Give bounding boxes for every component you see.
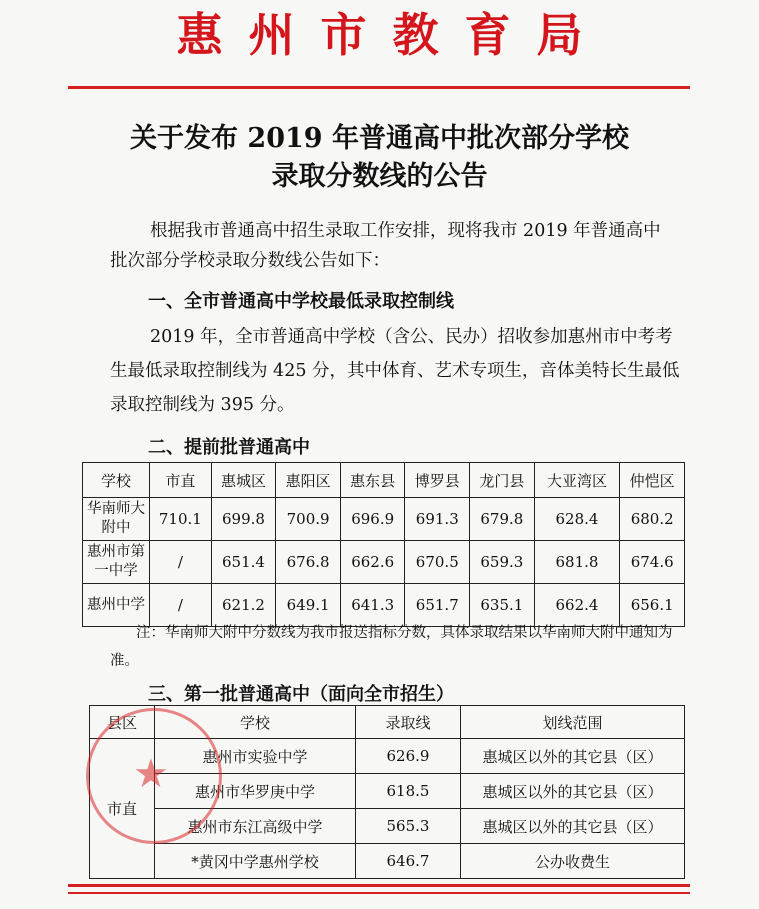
school-cell: 惠州市实验中学	[155, 739, 356, 774]
score-cell: 710.1	[150, 498, 212, 541]
score-cell: 621.2	[211, 584, 276, 627]
column-header: 录取线	[356, 706, 461, 739]
county-cell: 市直	[90, 739, 155, 879]
school-cell: 惠州市第一中学	[83, 541, 150, 584]
score-cell: 681.8	[534, 541, 620, 584]
score-cell: 635.1	[470, 584, 535, 627]
school-cell: 华南师大附中	[83, 498, 150, 541]
school-cell: 惠州市东江高级中学	[155, 809, 356, 844]
score-cell: 676.8	[276, 541, 341, 584]
score-cell: /	[150, 541, 212, 584]
score-cell: 656.1	[620, 584, 685, 627]
table-row	[90, 844, 685, 879]
section1-body: 2019 年，全市普通高中学校（含公、民办）招收参加惠州市中考考生最低录取控制线为 425 分，其中体育、艺术专项生，音体美特长生最低录取控制线为 395 分。	[110, 327, 680, 415]
table-row	[83, 498, 685, 541]
score-cell: 674.6	[620, 541, 685, 584]
school-cell: 惠州市华罗庚中学	[155, 774, 356, 809]
notice-title-line2: 录取分数线的公告	[271, 161, 488, 192]
footer-rule	[68, 892, 690, 894]
table-note: 注：华南师大附中分数线为我市报送指标分数，具体录取结果以华南师大附中通知为准。	[110, 625, 673, 669]
column-header: 县区	[90, 706, 155, 739]
range-cell: 惠城区以外的其它县（区）	[461, 739, 685, 774]
intro-paragraph: 根据我市普通高中招生录取工作安排，现将我市 2019 年普通高中批次部分学校录取分数线公告如下：	[110, 221, 661, 271]
score-cell: 700.9	[276, 498, 341, 541]
score-cell: /	[150, 584, 212, 627]
column-header: 博罗县	[405, 463, 470, 498]
table-header-row	[83, 463, 685, 498]
section3-heading: 三、第一批普通高中（面向全市招生）	[148, 684, 454, 705]
column-header: 学校	[155, 706, 356, 739]
score-cell: 670.5	[405, 541, 470, 584]
column-header: 仲恺区	[620, 463, 685, 498]
score-cell: 646.7	[356, 844, 461, 879]
table-row	[90, 809, 685, 844]
score-cell: 649.1	[276, 584, 341, 627]
seal-star-icon: ★	[133, 751, 169, 797]
score-cell: 679.8	[470, 498, 535, 541]
score-cell: 626.9	[356, 739, 461, 774]
column-header: 市直	[150, 463, 212, 498]
table-row	[83, 541, 685, 584]
footer-rule	[68, 884, 690, 887]
score-cell: 680.2	[620, 498, 685, 541]
column-header: 龙门县	[470, 463, 535, 498]
letterhead-rule	[68, 86, 690, 89]
score-cell: 651.4	[211, 541, 276, 584]
table-row	[90, 774, 685, 809]
first-batch-table	[89, 705, 685, 879]
school-cell: 惠州中学	[83, 584, 150, 627]
score-cell: 618.5	[356, 774, 461, 809]
score-cell: 565.3	[356, 809, 461, 844]
column-header: 划线范围	[461, 706, 685, 739]
range-cell: 惠城区以外的其它县（区）	[461, 809, 685, 844]
school-cell: *黄冈中学惠州学校	[155, 844, 356, 879]
score-cell: 691.3	[405, 498, 470, 541]
letterhead-title: 惠州市教育局	[176, 8, 609, 62]
column-header: 学校	[83, 463, 150, 498]
score-cell: 659.3	[470, 541, 535, 584]
table-header-row	[90, 706, 685, 739]
column-header: 惠阳区	[276, 463, 341, 498]
section1-heading: 一、全市普通高中学校最低录取控制线	[148, 291, 454, 312]
range-cell: 惠城区以外的其它县（区）	[461, 774, 685, 809]
score-cell: 662.6	[340, 541, 405, 584]
score-cell: 699.8	[211, 498, 276, 541]
column-header: 惠东县	[340, 463, 405, 498]
score-cell: 696.9	[340, 498, 405, 541]
notice-title-line1: 关于发布 2019 年普通高中批次部分学校	[130, 123, 629, 154]
score-cell: 641.3	[340, 584, 405, 627]
score-cell: 628.4	[534, 498, 620, 541]
score-cell: 651.7	[405, 584, 470, 627]
score-cell: 662.4	[534, 584, 620, 627]
range-cell: 公办收费生	[461, 844, 685, 879]
column-header: 惠城区	[211, 463, 276, 498]
column-header: 大亚湾区	[534, 463, 620, 498]
section2-heading: 二、提前批普通高中	[148, 437, 310, 458]
table-row	[90, 739, 685, 774]
early-batch-table	[82, 462, 685, 627]
